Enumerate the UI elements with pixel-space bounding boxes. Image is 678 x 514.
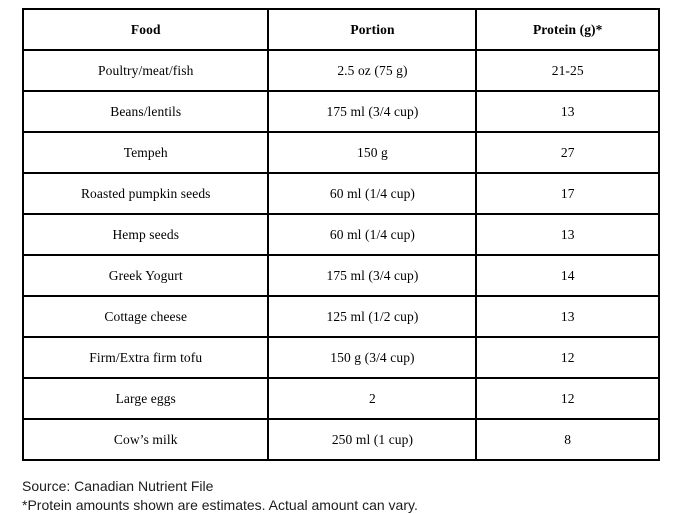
cell-food: Large eggs xyxy=(23,378,268,419)
cell-portion: 150 g (3/4 cup) xyxy=(268,337,476,378)
estimate-note: *Protein amounts shown are estimates. Actual amount can vary. xyxy=(22,496,418,514)
cell-portion: 250 ml (1 cup) xyxy=(268,419,476,460)
cell-protein: 27 xyxy=(476,132,659,173)
table-row xyxy=(23,337,659,378)
col-header-portion: Portion xyxy=(268,9,476,50)
cell-protein: 12 xyxy=(476,337,659,378)
cell-food: Roasted pumpkin seeds xyxy=(23,173,268,214)
table-row xyxy=(23,255,659,296)
table-header xyxy=(23,9,659,50)
protein-table-container xyxy=(22,8,660,461)
table-row xyxy=(23,50,659,91)
cell-food: Cow’s milk xyxy=(23,419,268,460)
cell-food: Firm/Extra firm tofu xyxy=(23,337,268,378)
cell-protein: 13 xyxy=(476,296,659,337)
cell-food: Greek Yogurt xyxy=(23,255,268,296)
cell-food: Cottage cheese xyxy=(23,296,268,337)
cell-protein: 13 xyxy=(476,214,659,255)
col-header-protein: Protein (g)* xyxy=(476,9,659,50)
table-row xyxy=(23,214,659,255)
cell-protein: 17 xyxy=(476,173,659,214)
cell-portion: 60 ml (1/4 cup) xyxy=(268,173,476,214)
source-note: Source: Canadian Nutrient File xyxy=(22,477,418,496)
cell-protein: 21-25 xyxy=(476,50,659,91)
cell-protein: 8 xyxy=(476,419,659,460)
cell-protein: 14 xyxy=(476,255,659,296)
cell-food: Poultry/meat/fish xyxy=(23,50,268,91)
cell-portion: 150 g xyxy=(268,132,476,173)
cell-portion: 60 ml (1/4 cup) xyxy=(268,214,476,255)
cell-protein: 12 xyxy=(476,378,659,419)
cell-portion: 175 ml (3/4 cup) xyxy=(268,255,476,296)
header-row xyxy=(23,9,659,50)
table-row xyxy=(23,91,659,132)
protein-table xyxy=(22,8,660,461)
cell-portion: 2.5 oz (75 g) xyxy=(268,50,476,91)
table-row xyxy=(23,419,659,460)
table-footnotes xyxy=(22,477,418,514)
table-row xyxy=(23,296,659,337)
cell-portion: 175 ml (3/4 cup) xyxy=(268,91,476,132)
table-row xyxy=(23,132,659,173)
col-header-food: Food xyxy=(23,9,268,50)
cell-portion: 2 xyxy=(268,378,476,419)
table-body xyxy=(23,50,659,460)
cell-food: Tempeh xyxy=(23,132,268,173)
table-row xyxy=(23,173,659,214)
cell-portion: 125 ml (1/2 cup) xyxy=(268,296,476,337)
table-row xyxy=(23,378,659,419)
cell-protein: 13 xyxy=(476,91,659,132)
cell-food: Beans/lentils xyxy=(23,91,268,132)
cell-food: Hemp seeds xyxy=(23,214,268,255)
